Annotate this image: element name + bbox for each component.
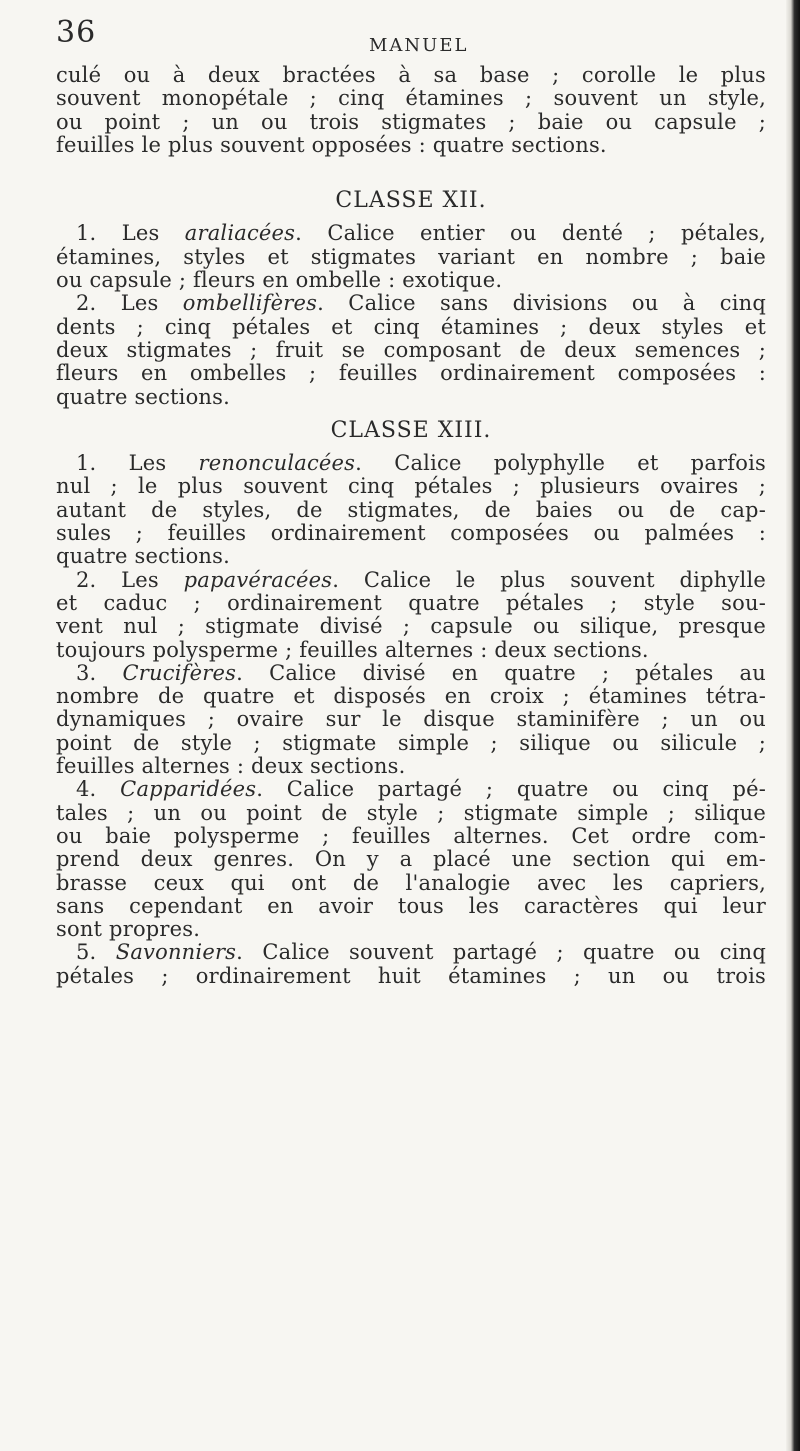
entry-number: 1. Les (76, 222, 185, 246)
page-number: 36 (56, 15, 97, 50)
text-line: culé ou à deux bractées à sa base ; corolle le plus (56, 64, 766, 87)
entry-first-line (56, 569, 766, 592)
entry-first-line (56, 941, 766, 964)
text-line: dynamiques ; ovaire sur le disque staminifère ; un ou (56, 708, 766, 732)
family-name: ombellifères (182, 292, 318, 316)
entry-first-line (56, 452, 766, 475)
text-line: point de style ; stigmate simple ; silique ou silicule ; (56, 731, 766, 755)
entry-first-line (56, 778, 766, 801)
main-text (56, 64, 766, 988)
entry-text: . Calice polyphylle et parfois (355, 452, 766, 476)
text-line: vent nul ; stigmate divisé ; capsule ou silique, presque (56, 615, 766, 639)
text-line: nombre de quatre et disposés en croix ; étamines tétra- (56, 685, 766, 709)
text-line: souvent monopétale ; cinq étamines ; souvent un style, (56, 87, 766, 111)
entry-number: 4. (76, 778, 121, 802)
text-line: deux stigmates ; fruit se composant de deux semences ; (56, 338, 766, 362)
text-line: tales ; un ou point de style ; stigmate simple ; silique (56, 801, 766, 825)
text-line: étamines, styles et stigmates variant en nombre ; baie (56, 245, 766, 269)
text-line: feuilles alternes : deux sections. (56, 755, 406, 779)
text-line: et caduc ; ordinairement quatre pétales ; style sou- (56, 591, 766, 615)
page-header (56, 15, 756, 68)
entry-text: . Calice divisé en quatre ; pétales au (236, 661, 766, 685)
text-line: quatre sections. (56, 385, 231, 409)
family-name: renonculacées (198, 452, 356, 476)
entry-number: 3. (76, 661, 123, 685)
running-head: MANUEL (369, 35, 469, 56)
class-xii-heading: CLASSE XII. (335, 189, 487, 213)
text-line: ou capsule ; fleurs en ombelle : exotique. (56, 269, 503, 293)
entry-text: . Calice partagé ; quatre ou cinq pé- (256, 778, 766, 802)
page-edge-shadow (786, 0, 800, 1451)
text-line: toujours polysperme ; feuilles alternes : deux sections. (56, 638, 649, 662)
text-line: dents ; cinq pétales et cinq étamines ; deux styles et (56, 315, 766, 339)
entry-text: . Calice sans divisions ou à cinq (317, 292, 766, 316)
family-name: papavéracées (183, 568, 333, 592)
entry-text: . Calice entier ou denté ; pétales, (295, 222, 766, 246)
entry-text: . Calice le plus souvent diphylle (332, 568, 766, 592)
family-name: Crucifères (122, 661, 237, 685)
entry-text: . Calice souvent partagé ; quatre ou cinq (236, 941, 766, 965)
entry-first-line (56, 662, 766, 685)
text-line: fleurs en ombelles ; feuilles ordinairement composées : (56, 362, 766, 386)
entry-number: 2. Les (76, 568, 184, 592)
text-line: pétales ; ordinairement huit étamines ; un ou trois (56, 964, 766, 988)
text-line: nul ; le plus souvent cinq pétales ; plusieurs ovaires ; (56, 475, 766, 499)
entry-number: 5. (76, 941, 116, 965)
text-line: sont propres. (56, 918, 201, 942)
entry-number: 2. Les (76, 292, 183, 316)
text-line: feuilles le plus souvent opposées : quatre sections. (56, 133, 607, 157)
text-line: ou baie polysperme ; feuilles alternes. Cet ordre com- (56, 824, 766, 848)
text-line: sules ; feuilles ordinairement composées ou palmées : (56, 522, 766, 546)
class-xiii-heading: CLASSE XIII. (330, 418, 492, 443)
text-line: sans cependant en avoir tous les caractères qui leur (56, 894, 766, 918)
text-line: autant de styles, de stigmates, de baies ou de cap- (56, 498, 766, 522)
family-name: Savonniers (115, 941, 237, 965)
text-line: ou point ; un ou trois stigmates ; baie ou capsule ; (56, 110, 766, 134)
entry-number: 1. Les (76, 452, 199, 476)
entry-first-line (56, 222, 766, 245)
entry-first-line (56, 292, 766, 315)
family-name: Capparidées (120, 778, 257, 802)
text-line: quatre sections. (56, 545, 231, 569)
text-line: brasse ceux qui ont de l'analogie avec les capriers, (56, 871, 766, 895)
text-line: prend deux genres. On y a placé une section qui em- (56, 848, 766, 872)
family-name: araliacées (184, 222, 296, 246)
